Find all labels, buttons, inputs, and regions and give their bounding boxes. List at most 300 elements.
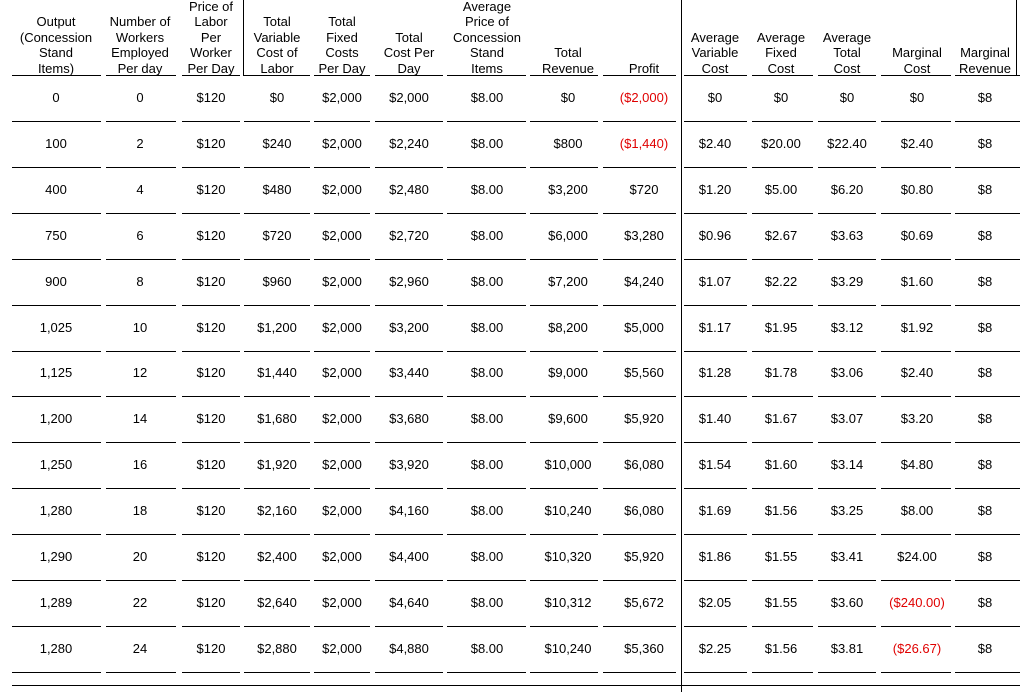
table-cell: $3.29 (830, 273, 864, 289)
row-underline (12, 488, 101, 489)
table-cell: 16 (132, 457, 148, 473)
row-underline (106, 259, 176, 260)
row-underline (818, 259, 876, 260)
row-underline (818, 305, 876, 306)
row-underline (530, 121, 598, 122)
table-cell: $120 (196, 273, 226, 289)
row-underline (12, 167, 101, 168)
row-underline (244, 259, 310, 260)
row-underline (684, 396, 747, 397)
table-cell: $3,440 (389, 365, 429, 381)
row-underline (244, 580, 310, 581)
row-underline (375, 213, 443, 214)
row-underline (603, 534, 676, 535)
table-cell: 1,289 (39, 594, 73, 610)
table-cell: 4 (136, 181, 144, 197)
table-cell: 1,250 (39, 457, 73, 473)
header-underline (314, 75, 370, 76)
row-underline (447, 488, 526, 489)
table-cell: $8 (977, 181, 993, 197)
row-underline (182, 351, 240, 352)
column-header-line: Total (263, 14, 291, 29)
row-underline (955, 121, 1020, 122)
table-cell: $2,480 (389, 181, 429, 197)
table-cell: $9,000 (548, 365, 588, 381)
row-underline (818, 121, 876, 122)
table-cell: $1.56 (764, 503, 798, 519)
table-cell: $4,240 (624, 273, 664, 289)
column-header-line: Total (833, 45, 861, 60)
table-cell: $5,672 (624, 594, 664, 610)
table-cell: $800 (553, 135, 583, 151)
row-underline (375, 534, 443, 535)
row-underline (12, 672, 101, 673)
column-header-line: Labor (260, 60, 294, 76)
row-underline (447, 580, 526, 581)
table-cell: $1,920 (257, 457, 297, 473)
row-underline (752, 259, 813, 260)
row-underline (182, 672, 240, 673)
row-underline (244, 396, 310, 397)
table-cell: 12 (132, 365, 148, 381)
table-cell: $8 (977, 90, 993, 105)
table-cell: $1.28 (698, 365, 732, 381)
table-cell: 2 (136, 135, 144, 151)
header-underline (955, 75, 1020, 76)
table-cell: $3.63 (830, 227, 864, 243)
row-underline (955, 167, 1020, 168)
row-underline (314, 305, 370, 306)
row-underline (244, 488, 310, 489)
column-header-line: Worker (190, 45, 232, 60)
header-underline (818, 75, 876, 76)
table-cell: $8.00 (470, 457, 504, 473)
column-header-line: Marginal (892, 45, 942, 60)
table-cell: $5.00 (764, 181, 798, 197)
row-underline (955, 213, 1020, 214)
column-header-line: Items (471, 60, 503, 76)
table-cell: $2,000 (322, 411, 362, 427)
row-underline (447, 396, 526, 397)
table-cell: $2,000 (322, 503, 362, 519)
table-cell: $4,160 (389, 503, 429, 519)
table-cell: $3,280 (624, 227, 664, 243)
table-cell: $2,240 (389, 135, 429, 151)
row-underline (375, 259, 443, 260)
column-header-line: Variable (253, 29, 301, 45)
table-cell: $1,440 (257, 365, 297, 381)
table-cell: $8 (977, 411, 993, 427)
table-cell: $0 (269, 90, 285, 105)
table-cell: $4,640 (389, 594, 429, 610)
table-cell: $0.69 (900, 227, 934, 243)
column-header-line: Cost (767, 60, 795, 76)
table-cell: $3,200 (548, 181, 588, 197)
table-cell: $2,000 (322, 135, 362, 151)
table-cell: $2,720 (389, 227, 429, 243)
row-underline (752, 534, 813, 535)
row-underline (530, 534, 598, 535)
row-underline (12, 626, 101, 627)
row-underline (684, 534, 747, 535)
column-header-line: Fixed (326, 29, 358, 45)
row-underline (818, 442, 876, 443)
column-header-line: Per (200, 29, 222, 45)
row-underline (603, 213, 676, 214)
row-underline (314, 626, 370, 627)
row-underline (530, 396, 598, 397)
row-underline (530, 213, 598, 214)
row-underline (12, 259, 101, 260)
table-cell: $2,000 (322, 227, 362, 243)
column-header-line: Price of (464, 14, 510, 29)
row-underline (955, 488, 1020, 489)
column-header-line: Employed (111, 45, 169, 60)
table-cell: $3.14 (830, 457, 864, 473)
table-cell: $0 (707, 90, 723, 105)
row-underline (314, 580, 370, 581)
row-underline (603, 488, 676, 489)
row-underline (684, 213, 747, 214)
table-cell: $1.69 (698, 503, 732, 519)
row-underline (244, 534, 310, 535)
table-cell: $5,560 (624, 365, 664, 381)
row-underline (955, 672, 1020, 673)
table-cell: $1.67 (764, 411, 798, 427)
row-underline (752, 167, 813, 168)
row-underline (244, 351, 310, 352)
row-underline (881, 672, 951, 673)
table-cell: ($240.00) (889, 594, 945, 610)
table-cell: $8.00 (470, 594, 504, 610)
table-cell: 900 (45, 273, 67, 289)
row-underline (530, 580, 598, 581)
row-underline (530, 305, 598, 306)
row-underline (603, 626, 676, 627)
row-underline (375, 626, 443, 627)
table-cell: $2.40 (900, 135, 934, 151)
row-underline (182, 167, 240, 168)
column-header-line: Stand (39, 45, 73, 60)
table-cell: $2,400 (257, 549, 297, 564)
row-underline (182, 121, 240, 122)
column-header-line: Cost (701, 60, 729, 76)
row-underline (752, 488, 813, 489)
header-underline (881, 75, 951, 76)
row-underline (881, 626, 951, 627)
row-underline (881, 167, 951, 168)
row-underline (818, 626, 876, 627)
table-cell: 24 (132, 640, 148, 656)
table-cell: $6,080 (624, 457, 664, 473)
row-underline (881, 213, 951, 214)
table-cell: $2,160 (257, 503, 297, 519)
row-underline (106, 396, 176, 397)
row-underline (818, 580, 876, 581)
row-underline (314, 534, 370, 535)
table-cell: $120 (196, 411, 226, 427)
table-cell: $8 (977, 319, 993, 335)
row-underline (603, 672, 676, 673)
table-cell: $2.40 (900, 365, 934, 381)
column-header-line: Cost of (256, 45, 298, 60)
header-underline (752, 75, 813, 76)
table-cell: $2,000 (322, 640, 362, 656)
table-cell: $5,920 (624, 549, 664, 564)
table-cell: $5,920 (624, 411, 664, 427)
table-cell: $0.80 (900, 181, 934, 197)
table-cell: 400 (45, 181, 67, 197)
row-underline (603, 121, 676, 122)
row-underline (881, 534, 951, 535)
table-cell: $1,200 (257, 319, 297, 335)
table-cell: 18 (132, 503, 148, 519)
row-underline (752, 442, 813, 443)
table-cell: $6.20 (830, 181, 864, 197)
header-underline (182, 75, 240, 76)
table-cell: 1,290 (39, 549, 73, 564)
row-underline (955, 626, 1020, 627)
table-cell: $24.00 (897, 549, 937, 564)
column-header-line: (Concession (19, 29, 93, 45)
table-cell: $2,000 (322, 457, 362, 473)
row-underline (106, 167, 176, 168)
column-header-line: Workers (115, 29, 165, 45)
table-cell: $120 (196, 365, 226, 381)
table-cell: $1.40 (698, 411, 732, 427)
table-cell: $5,000 (624, 319, 664, 335)
row-underline (684, 672, 747, 673)
table-cell: $8.00 (470, 273, 504, 289)
table-cell: 0 (136, 90, 144, 105)
row-underline (182, 580, 240, 581)
row-underline (603, 259, 676, 260)
table-cell: $8 (977, 457, 993, 473)
row-underline (375, 396, 443, 397)
table-cell: $3.07 (830, 411, 864, 427)
row-underline (106, 121, 176, 122)
table-cell: 1,280 (39, 503, 73, 519)
table-cell: $1.07 (698, 273, 732, 289)
table-cell: $120 (196, 90, 226, 105)
row-underline (106, 488, 176, 489)
table-cell: $480 (262, 181, 292, 197)
row-underline (106, 672, 176, 673)
row-underline (182, 488, 240, 489)
table-cell: $240 (262, 135, 292, 151)
column-separator (243, 0, 244, 76)
row-underline (881, 259, 951, 260)
row-underline (12, 305, 101, 306)
column-header-line: Variable (691, 45, 739, 60)
row-underline (375, 580, 443, 581)
column-header-line: Per Day (187, 60, 235, 76)
table-cell: 22 (132, 594, 148, 610)
table-cell: $8.00 (470, 503, 504, 519)
row-underline (314, 351, 370, 352)
table-cell: $8,200 (548, 319, 588, 335)
row-underline (106, 442, 176, 443)
row-underline (314, 442, 370, 443)
table-cell: $2,000 (322, 549, 362, 564)
column-header-line: Per day (117, 60, 163, 76)
row-underline (447, 305, 526, 306)
column-header-line: Average (462, 0, 512, 14)
row-underline (12, 580, 101, 581)
table-cell: $1.17 (698, 319, 732, 335)
table-cell: $8 (977, 135, 993, 151)
table-cell: $120 (196, 594, 226, 610)
row-underline (603, 167, 676, 168)
table-cell: $1.78 (764, 365, 798, 381)
table-cell: $1.60 (764, 457, 798, 473)
table-cell: $6,080 (624, 503, 664, 519)
column-header-line: Labor (194, 14, 228, 29)
row-underline (752, 305, 813, 306)
table-cell: $3.60 (830, 594, 864, 610)
row-underline (375, 672, 443, 673)
table-cell: 8 (136, 273, 144, 289)
table-cell: $1.95 (764, 319, 798, 335)
header-underline (447, 75, 526, 76)
header-underline (106, 75, 176, 76)
row-underline (752, 580, 813, 581)
row-underline (955, 534, 1020, 535)
table-cell: $6,000 (548, 227, 588, 243)
table-cell: ($26.67) (892, 640, 942, 656)
row-underline (182, 396, 240, 397)
header-underline (375, 75, 443, 76)
column-header-line: Day (397, 60, 421, 76)
row-underline (447, 121, 526, 122)
column-header-line: Revenue (958, 60, 1012, 76)
row-underline (955, 442, 1020, 443)
column-header-line: Output (36, 14, 76, 29)
table-cell: $3,200 (389, 319, 429, 335)
table-cell: $1.55 (764, 549, 798, 564)
row-underline (12, 396, 101, 397)
row-underline (375, 121, 443, 122)
table-cell: $8 (977, 503, 993, 519)
row-underline (314, 213, 370, 214)
table-cell: $2,000 (322, 181, 362, 197)
column-header-line: Average (690, 29, 740, 45)
table-cell: 10 (132, 319, 148, 335)
table-cell: $120 (196, 135, 226, 151)
table-cell: 1,125 (39, 365, 73, 381)
row-underline (447, 351, 526, 352)
table-cell: $5,360 (624, 640, 664, 656)
table-cell: 1,025 (39, 319, 73, 335)
row-underline (314, 396, 370, 397)
table-cell: $2,000 (322, 273, 362, 289)
row-underline (603, 351, 676, 352)
table-cell: $3.81 (830, 640, 864, 656)
row-underline (603, 580, 676, 581)
row-underline (447, 213, 526, 214)
table-cell: $1.92 (900, 319, 934, 335)
table-cell: $720 (262, 227, 292, 243)
row-underline (106, 351, 176, 352)
row-underline (106, 580, 176, 581)
table-cell: $120 (196, 181, 226, 197)
table-cell: $1.20 (698, 181, 732, 197)
row-underline (314, 672, 370, 673)
table-cell: $10,312 (544, 594, 592, 610)
table-cell: $22.40 (827, 135, 867, 151)
row-underline (314, 121, 370, 122)
column-header-line: Cost (833, 60, 861, 76)
row-underline (603, 442, 676, 443)
table-cell: $8.00 (470, 411, 504, 427)
row-underline (447, 672, 526, 673)
table-cell: 1,280 (39, 640, 73, 656)
table-cell: $3,920 (389, 457, 429, 473)
column-header-line: Total (328, 14, 356, 29)
table-cell: $720 (629, 181, 659, 197)
row-underline (182, 534, 240, 535)
row-underline (12, 121, 101, 122)
row-underline (182, 442, 240, 443)
table-cell: $2.05 (698, 594, 732, 610)
table-cell: $8 (977, 365, 993, 381)
table-cell: $1.86 (698, 549, 732, 564)
column-header-line: Cost (903, 60, 931, 76)
row-underline (881, 442, 951, 443)
row-underline (955, 259, 1020, 260)
table-cell: $20.00 (761, 135, 801, 151)
row-underline (684, 488, 747, 489)
table-cell: $2.25 (698, 640, 732, 656)
table-cell: $2,640 (257, 594, 297, 610)
table-cell: $0 (909, 90, 925, 105)
column-header-line: Concession (453, 29, 521, 45)
table-cell: $8 (977, 549, 993, 564)
row-underline (684, 351, 747, 352)
table-cell: $9,600 (548, 411, 588, 427)
header-underline (530, 75, 598, 76)
column-header-line: Costs (325, 45, 359, 60)
row-underline (182, 213, 240, 214)
row-underline (752, 626, 813, 627)
table-cell: $10,000 (544, 457, 592, 473)
row-underline (182, 305, 240, 306)
row-underline (375, 488, 443, 489)
column-header-line: Per Day (318, 60, 366, 76)
row-underline (375, 351, 443, 352)
table-cell: $7,200 (548, 273, 588, 289)
table-cell: $3.20 (900, 411, 934, 427)
row-underline (447, 534, 526, 535)
table-cell: $8 (977, 227, 993, 243)
table-cell: $3.41 (830, 549, 864, 564)
column-header-line: Number of (109, 14, 171, 29)
row-underline (752, 672, 813, 673)
table-cell: $3.12 (830, 319, 864, 335)
row-underline (530, 259, 598, 260)
row-underline (752, 121, 813, 122)
row-underline (447, 259, 526, 260)
table-cell: $1.54 (698, 457, 732, 473)
row-underline (684, 167, 747, 168)
row-underline (244, 213, 310, 214)
table-cell: $10,240 (544, 503, 592, 519)
table-cell: $10,320 (544, 549, 592, 564)
row-underline (12, 442, 101, 443)
row-underline (684, 121, 747, 122)
column-header-line: Price of (188, 0, 234, 14)
table-cell: $8.00 (900, 503, 934, 519)
